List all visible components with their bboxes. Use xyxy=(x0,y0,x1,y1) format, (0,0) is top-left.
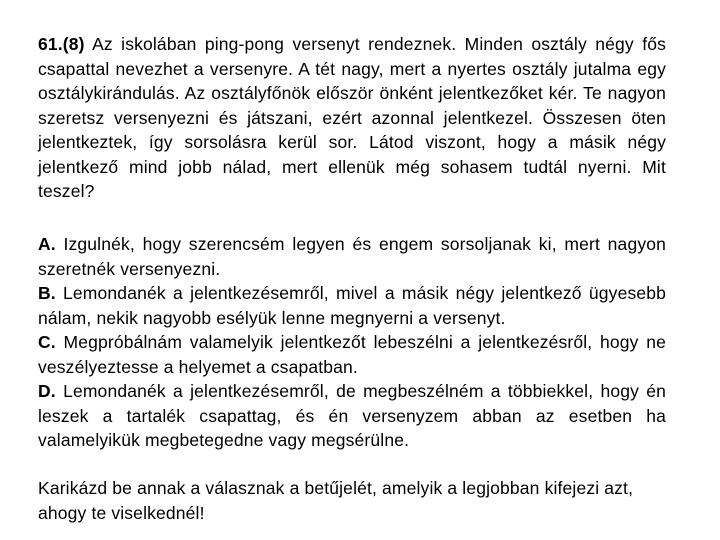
option-d xyxy=(38,379,666,453)
question-paragraph xyxy=(38,32,666,204)
option-c-text: Megpróbálnám valamelyik jelentkezőt lebeszélni a jelentkezésről, hogy ne veszélyeztesse a helyemet a csapatban. xyxy=(38,332,666,377)
question-points: (8) xyxy=(62,34,85,54)
option-a-letter: A. xyxy=(38,234,56,254)
instruction-block xyxy=(38,476,666,525)
option-b-letter: B. xyxy=(38,283,56,303)
option-b xyxy=(38,281,666,330)
option-c xyxy=(38,330,666,379)
options-list xyxy=(38,232,666,453)
option-b-text: Lemondanék a jelentkezésemről, mivel a másik négy jelentkező ügyesebb nálam, nekik nagyobb esélyük lenne megnyerni a versenyt. xyxy=(38,283,666,328)
option-d-letter: D. xyxy=(38,381,56,401)
option-c-letter: C. xyxy=(38,332,56,352)
option-a xyxy=(38,232,666,281)
option-a-text: Izgulnék, hogy szerencsém legyen és engem sorsoljanak ki, mert nagyon szeretnék versenyezni. xyxy=(38,234,666,279)
question-text: Az iskolában ping-pong versenyt rendeznek. Minden osztály négy fős csapattal nevezhet a versenyre. A tét nagy, mert a nyertes osztály jutalma egy osztálykirándulás. Az osztályfőnök először önként jelentkezőket kér. Te nagyon szeretsz versenyezni és játszani, ezért azonnal jelentkezel. Összesen öten jelentkeztek, így sorsolásra kerül sor. Látod viszont, hogy a másik négy jelentkező mind jobb nálad, mert ellenük még sohasem tudtál nyerni. Mit teszel? xyxy=(38,34,666,201)
option-d-text: Lemondanék a jelentkezésemről, de megbeszélném a többiekkel, hogy én leszek a tartalék csapattag, és én versenyzem abban az esetben ha valamelyikük megbetegedne vagy megsérülne. xyxy=(38,381,667,450)
question-number: 61. xyxy=(38,34,63,54)
question-block xyxy=(38,32,666,204)
instruction-text: Karikázd be annak a válasznak a betűjelét, amelyik a legjobban kifejezi azt, ahogy te viselkednél! xyxy=(38,478,634,523)
